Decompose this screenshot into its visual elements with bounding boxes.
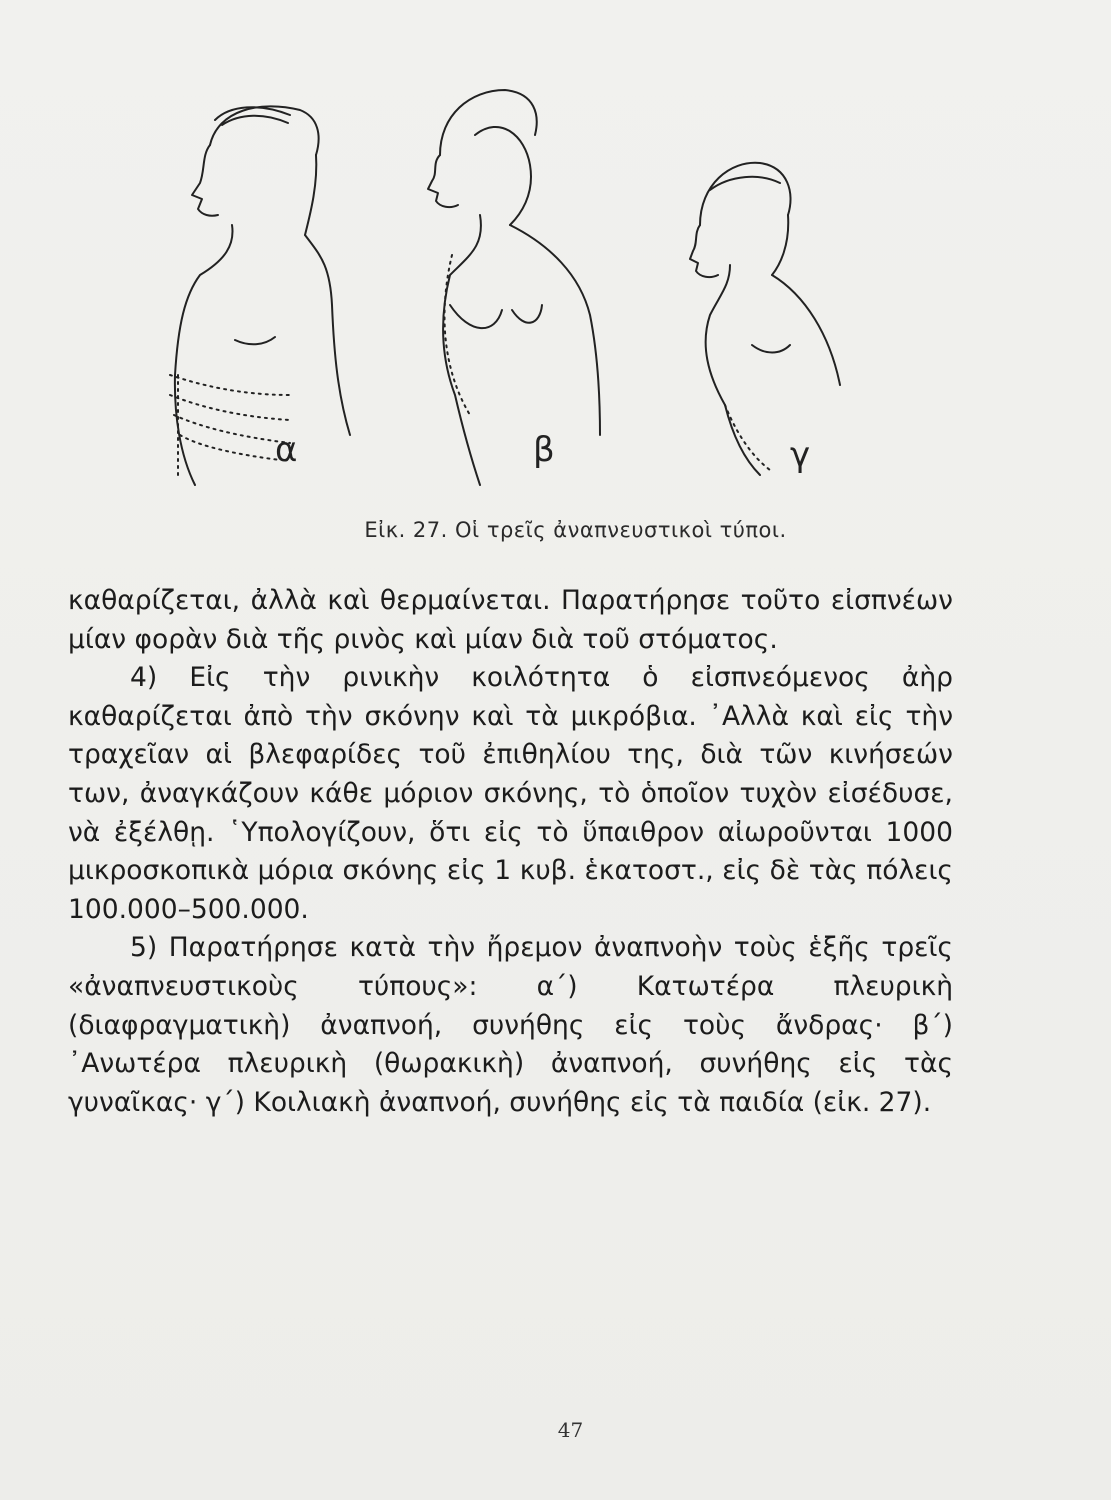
figure-label-beta: β <box>533 430 555 470</box>
figure-label-alpha: α <box>275 430 298 470</box>
paragraph-5: 5) Παρατήρησε κατὰ τὴν ἤρεμον ἀναπνοὴν τοὺς ἑξῆς τρεῖς «ἀναπνευστικοὺς τύπους»: α΄) Κατωτέρα πλευρικὴ (διαφραγματικὴ) ἀναπνοή, συνήθης εἰς τοὺς ἄνδρας· β΄) ᾽Ανωτέρα πλευρικὴ (θωρακικὴ) ἀναπνοή, συνήθης εἰς τὰς γυναῖκας· γ΄) Κοιλιακὴ ἀναπνοή, συνήθης εἰς τὰ παιδία (εἰκ. 27). <box>68 932 953 1118</box>
paragraph-continuation: καθαρίζεται, ἀλλὰ καὶ θερμαίνεται. Παρατήρησε τοῦτο εἰσπνέων μίαν φορὰν διὰ τῆς ρινὸς καὶ μίαν διὰ τοῦ στόματος. <box>68 585 953 655</box>
figure-label-gamma: γ <box>790 435 811 475</box>
breathing-types-illustration <box>140 75 900 495</box>
figure-man-outline <box>175 106 350 485</box>
paragraph-4: 4) Εἰς τὴν ρινικὴν κοιλότητα ὁ εἰσπνεόμενος ἀὴρ καθαρίζεται ἀπὸ τὴν σκόνην καὶ τὰ μικρόβια. ᾽Αλλὰ καὶ εἰς τὴν τραχεῖαν αἱ βλεφαρίδες τοῦ ἐπιθηλίου της, διὰ τῶν κινήσεών των, ἀναγκάζουν κάθε μόριον σκόνης, τὸ ὁποῖον τυχὸν εἰσέδυσε, νὰ ἐξέλθῃ. ῾Υπολογίζουν, ὅτι εἰς τὸ ὕπαιθρον αἰωροῦνται 1000 μικροσκοπικὰ μόρια σκόνης εἰς 1 κυβ. ἑκατοστ., εἰς δὲ τὰς πόλεις 100.000–500.000. <box>68 662 953 925</box>
body-text <box>68 582 953 1122</box>
breathing-types-figure <box>140 75 900 495</box>
figure-child-outline <box>690 163 840 475</box>
figure-woman-outline <box>428 90 600 485</box>
figure-caption: Εἰκ. 27. Οἱ τρεῖς ἀναπνευστικοὶ τύποι. <box>364 518 787 542</box>
page-number: 47 <box>557 1418 584 1442</box>
figure-man-rib-dots <box>170 375 290 475</box>
